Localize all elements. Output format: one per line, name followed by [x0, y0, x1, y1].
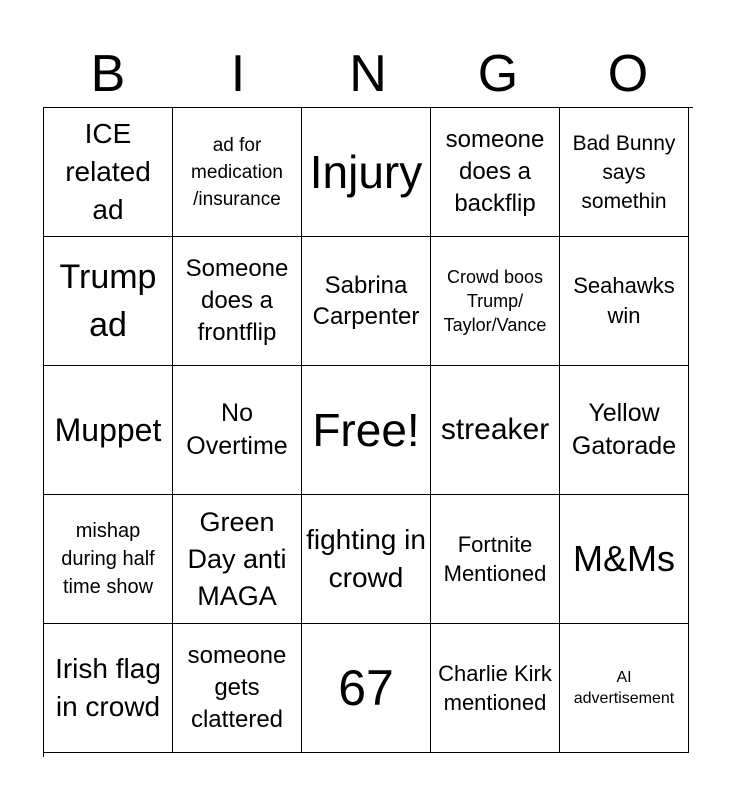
cell-text: mishap during half time show: [61, 520, 155, 598]
bingo-cell-b4[interactable]: [44, 495, 173, 624]
bingo-board: [43, 107, 693, 757]
bingo-cell-n3: [302, 366, 431, 495]
bingo-cell-b1[interactable]: [44, 108, 173, 237]
header-letter-n: N: [349, 45, 387, 103]
bingo-cell-n5[interactable]: [302, 624, 431, 753]
bingo-cell-o5[interactable]: [560, 624, 689, 753]
bingo-cell-o1[interactable]: [560, 108, 689, 237]
cell-text: Bad Bunny says somethin: [572, 131, 676, 213]
cell-text: Injury: [309, 146, 423, 198]
bingo-cell-b2[interactable]: [44, 237, 173, 366]
cell-text: Green Day anti MAGA: [187, 506, 287, 611]
header-letter-b: B: [90, 45, 126, 103]
bingo-cell-g2[interactable]: [431, 237, 560, 366]
bingo-cell-b3[interactable]: [44, 366, 173, 495]
free-space: Free!: [312, 404, 420, 456]
cell-text: Yellow Gatorade: [571, 399, 677, 460]
header-letter-g: G: [477, 45, 519, 103]
cell-text: fighting in crowd: [306, 524, 426, 593]
bingo-cell-i4[interactable]: [173, 495, 302, 624]
cell-text: someone does a backflip: [445, 126, 545, 217]
cell-text: ad for medication /insurance: [191, 134, 283, 210]
bingo-cell-g5[interactable]: [431, 624, 560, 753]
cell-text: ICE related ad: [65, 118, 151, 225]
header-letter-o: O: [607, 45, 649, 103]
bingo-cell-n1[interactable]: [302, 108, 431, 237]
bingo-cell-g4[interactable]: [431, 495, 560, 624]
bingo-cell-o2[interactable]: [560, 237, 689, 366]
cell-text: Trump ad: [59, 258, 157, 344]
cell-text: AI advertisement: [573, 669, 675, 707]
bingo-cell-i3[interactable]: [173, 366, 302, 495]
cell-text: M&Ms: [573, 538, 675, 579]
cell-text: someone gets clattered: [187, 642, 287, 733]
bingo-cell-g1[interactable]: [431, 108, 560, 237]
cell-text: Irish flag in crowd: [55, 653, 161, 722]
cell-text: Crowd boos Trump/ Taylor/Vance: [443, 267, 547, 335]
bingo-cell-i1[interactable]: [173, 108, 302, 237]
bingo-cell-b5[interactable]: [44, 624, 173, 753]
cell-text: Fortnite Mentioned: [443, 532, 547, 586]
cell-text: Someone does a frontflip: [185, 255, 289, 346]
cell-text: streaker: [440, 413, 550, 446]
cell-text: Charlie Kirk mentioned: [438, 661, 552, 715]
bingo-cell-n2[interactable]: [302, 237, 431, 366]
bingo-cell-o3[interactable]: [560, 366, 689, 495]
bingo-header: [43, 40, 693, 108]
cell-text: Seahawks win: [573, 273, 675, 328]
bingo-cell-n4[interactable]: [302, 495, 431, 624]
bingo-cell-i2[interactable]: [173, 237, 302, 366]
bingo-cell-i5[interactable]: [173, 624, 302, 753]
cell-text: Sabrina Carpenter: [312, 272, 420, 330]
cell-text: Muppet: [54, 412, 162, 448]
bingo-cell-o4[interactable]: [560, 495, 689, 624]
cell-text: No Overtime: [186, 399, 288, 460]
cell-text: 67: [338, 660, 394, 716]
bingo-cell-g3[interactable]: [431, 366, 560, 495]
header-letter-i: I: [230, 45, 246, 103]
